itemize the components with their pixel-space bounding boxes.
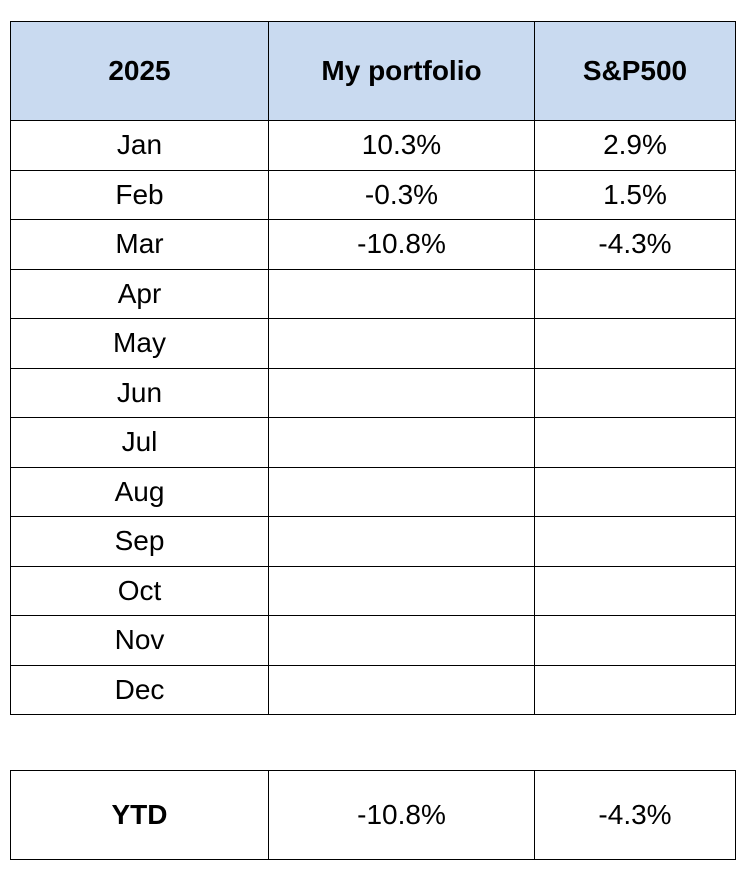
month-cell: Aug xyxy=(11,467,269,517)
portfolio-cell xyxy=(269,616,535,666)
benchmark-cell xyxy=(535,319,736,369)
benchmark-cell: 1.5% xyxy=(535,170,736,220)
benchmark-cell xyxy=(535,269,736,319)
portfolio-cell xyxy=(269,517,535,567)
month-cell: Feb xyxy=(11,170,269,220)
benchmark-cell xyxy=(535,566,736,616)
benchmark-cell xyxy=(535,517,736,567)
portfolio-cell xyxy=(269,566,535,616)
table-row xyxy=(11,269,736,319)
table-row xyxy=(11,319,736,369)
table-row xyxy=(11,170,736,220)
portfolio-cell xyxy=(269,418,535,468)
month-cell: Jul xyxy=(11,418,269,468)
benchmark-cell xyxy=(535,368,736,418)
table-row xyxy=(11,121,736,171)
ytd-table xyxy=(10,770,736,860)
benchmark-cell xyxy=(535,616,736,666)
header-row xyxy=(11,22,736,121)
portfolio-cell xyxy=(269,467,535,517)
table-row xyxy=(11,368,736,418)
month-cell: Sep xyxy=(11,517,269,567)
table-row xyxy=(11,616,736,666)
ytd-portfolio-cell: -10.8% xyxy=(269,771,535,860)
table-row xyxy=(11,418,736,468)
portfolio-cell xyxy=(269,368,535,418)
month-cell: Mar xyxy=(11,220,269,270)
benchmark-cell: 2.9% xyxy=(535,121,736,171)
portfolio-cell: 10.3% xyxy=(269,121,535,171)
header-portfolio: My portfolio xyxy=(269,22,535,121)
ytd-row xyxy=(11,771,736,860)
month-cell: Jun xyxy=(11,368,269,418)
table-row xyxy=(11,517,736,567)
header-benchmark: S&P500 xyxy=(535,22,736,121)
monthly-returns-table xyxy=(10,21,736,715)
table-row xyxy=(11,566,736,616)
table-row xyxy=(11,467,736,517)
benchmark-cell xyxy=(535,418,736,468)
month-cell: May xyxy=(11,319,269,369)
ytd-label: YTD xyxy=(11,771,269,860)
benchmark-cell: -4.3% xyxy=(535,220,736,270)
table-row xyxy=(11,220,736,270)
month-cell: Apr xyxy=(11,269,269,319)
ytd-benchmark-cell: -4.3% xyxy=(535,771,736,860)
header-year: 2025 xyxy=(11,22,269,121)
month-cell: Dec xyxy=(11,665,269,715)
portfolio-cell xyxy=(269,319,535,369)
table-row xyxy=(11,665,736,715)
portfolio-cell xyxy=(269,665,535,715)
benchmark-cell xyxy=(535,467,736,517)
benchmark-cell xyxy=(535,665,736,715)
portfolio-cell: -10.8% xyxy=(269,220,535,270)
month-cell: Nov xyxy=(11,616,269,666)
month-cell: Jan xyxy=(11,121,269,171)
portfolio-cell xyxy=(269,269,535,319)
returns-body xyxy=(11,121,736,715)
month-cell: Oct xyxy=(11,566,269,616)
portfolio-cell: -0.3% xyxy=(269,170,535,220)
